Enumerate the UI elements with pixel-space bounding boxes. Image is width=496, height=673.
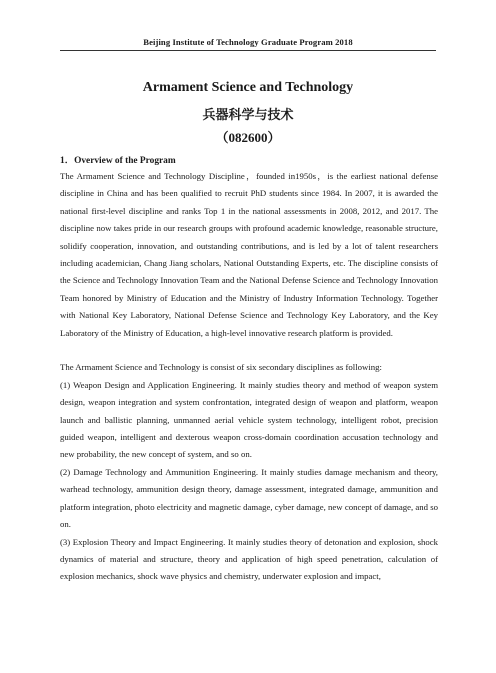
document-title: Armament Science and Technology <box>142 80 354 95</box>
discipline-item-2: (2) Damage Technology and Ammunition Engineering. It mainly studies damage mechanism and theory, warhead technology, ammunition design theory, damage assessment, integrated damage, ammunition and platform integration, photo electricity and magnetic damage, cyber damage, new concept of damage, and so on. <box>60 466 438 530</box>
discipline-item-3: (3) Explosion Theory and Impact Engineering. It mainly studies theory of detonation and explosion, shock dynamics of material and structure, theory and application of high speed penetration, calculation of explosion mechanics, shock wave physics and chemistry, underwater explosion and impact, <box>60 536 438 582</box>
discipline-item-1: (1) Weapon Design and Application Engineering. It mainly studies theory and method of weapon system design, weapon integration and system confrontation, integrated design of weapon and platform, weapon launch and ballistic planning, unmanned aerial vehicle system technology, intelligent robot, precision guided weapon, intelligent and dexterous weapon cross-domain coordination accusation technology and new probability, the new concept of system, and so on. <box>60 379 438 460</box>
discipline-code: （082600） <box>215 130 281 145</box>
secondary-disciplines-intro: The Armament Science and Technology is consist of six secondary disciplines as following: <box>60 362 382 373</box>
overview-paragraph: The Armament Science and Technology Discipline，founded in1950s，is the earliest national defense discipline in China and has been qualified to recruit PhD students since 1984. In 2007, it is awarded the national first-level discipline and ranks Top 1 in the national assessments in 2008, 2012, and 2017. The discipline now takes pride in our research groups with profound academic knowledge, reasonable structure, solidify cooperation, innovation, and outstanding contributions, and is led by a lot of talent researchers including academician, Chang Jiang scholars, National Outstanding Experts, etc. The discipline consists of the Science and Technology Innovation Team and the National Defense Science and Technology Innovation Team honored by Ministry of Education and the Ministry of Industry Information Technology. Together with National Key Laboratory, National Defense Science and Technology Key Laboratory, and the Key Laboratory of the Ministry of Education, a high-level innovative research platform is provided. <box>60 171 438 338</box>
document-title-chinese: 兵器科学与技术 <box>202 108 294 123</box>
section-heading: 1．Overview of the Program <box>60 156 176 166</box>
paragraph-spacer <box>60 342 438 359</box>
document-body <box>60 168 438 586</box>
running-header: Beijing Institute of Technology Graduate Program 2018 <box>143 37 353 47</box>
header-rule <box>60 50 436 51</box>
